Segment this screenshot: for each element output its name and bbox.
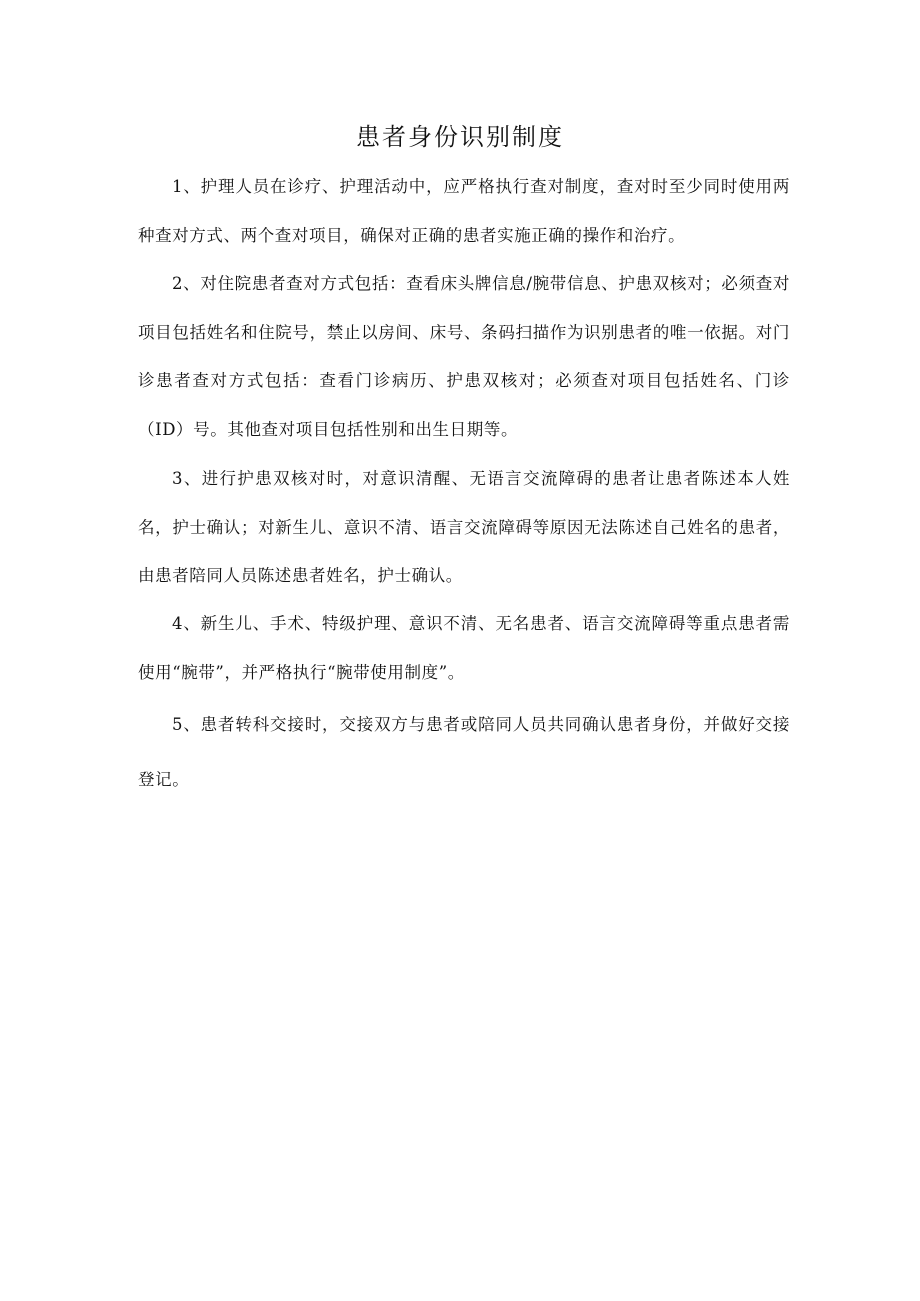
paragraph-4: 4、新生儿、手术、特级护理、意识不清、无名患者、语言交流障碍等重点患者需使用“腕带”，并严格执行“腕带使用制度”。 — [138, 614, 790, 682]
paragraph-1: 1、护理人员在诊疗、护理活动中，应严格执行查对制度，查对时至少同时使用两种查对方式、两个查对项目，确保对正确的患者实施正确的操作和治疗。 — [138, 177, 790, 245]
paragraph-2: 2、对住院患者查对方式包括：查看床头牌信息/腕带信息、护患双核对；必须查对项目包括姓名和住院号，禁止以房间、床号、条码扫描作为识别患者的唯一依据。对门诊患者查对方式包括：查看门诊病历、护患双核对；必须查对项目包括姓名、门诊（ID）号。其他查对项目包括性别和出生日期等。 — [138, 274, 790, 440]
paragraph-3: 3、进行护患双核对时，对意识清醒、无语言交流障碍的患者让患者陈述本人姓名，护士确认；对新生儿、意识不清、语言交流障碍等原因无法陈述自己姓名的患者，由患者陪同人员陈述患者姓名，护士确认。 — [138, 469, 790, 586]
paragraph-5: 5、患者转科交接时，交接双方与患者或陪同人员共同确认患者身份，并做好交接登记。 — [138, 715, 790, 789]
document-title: 患者身份识别制度 — [356, 123, 564, 151]
